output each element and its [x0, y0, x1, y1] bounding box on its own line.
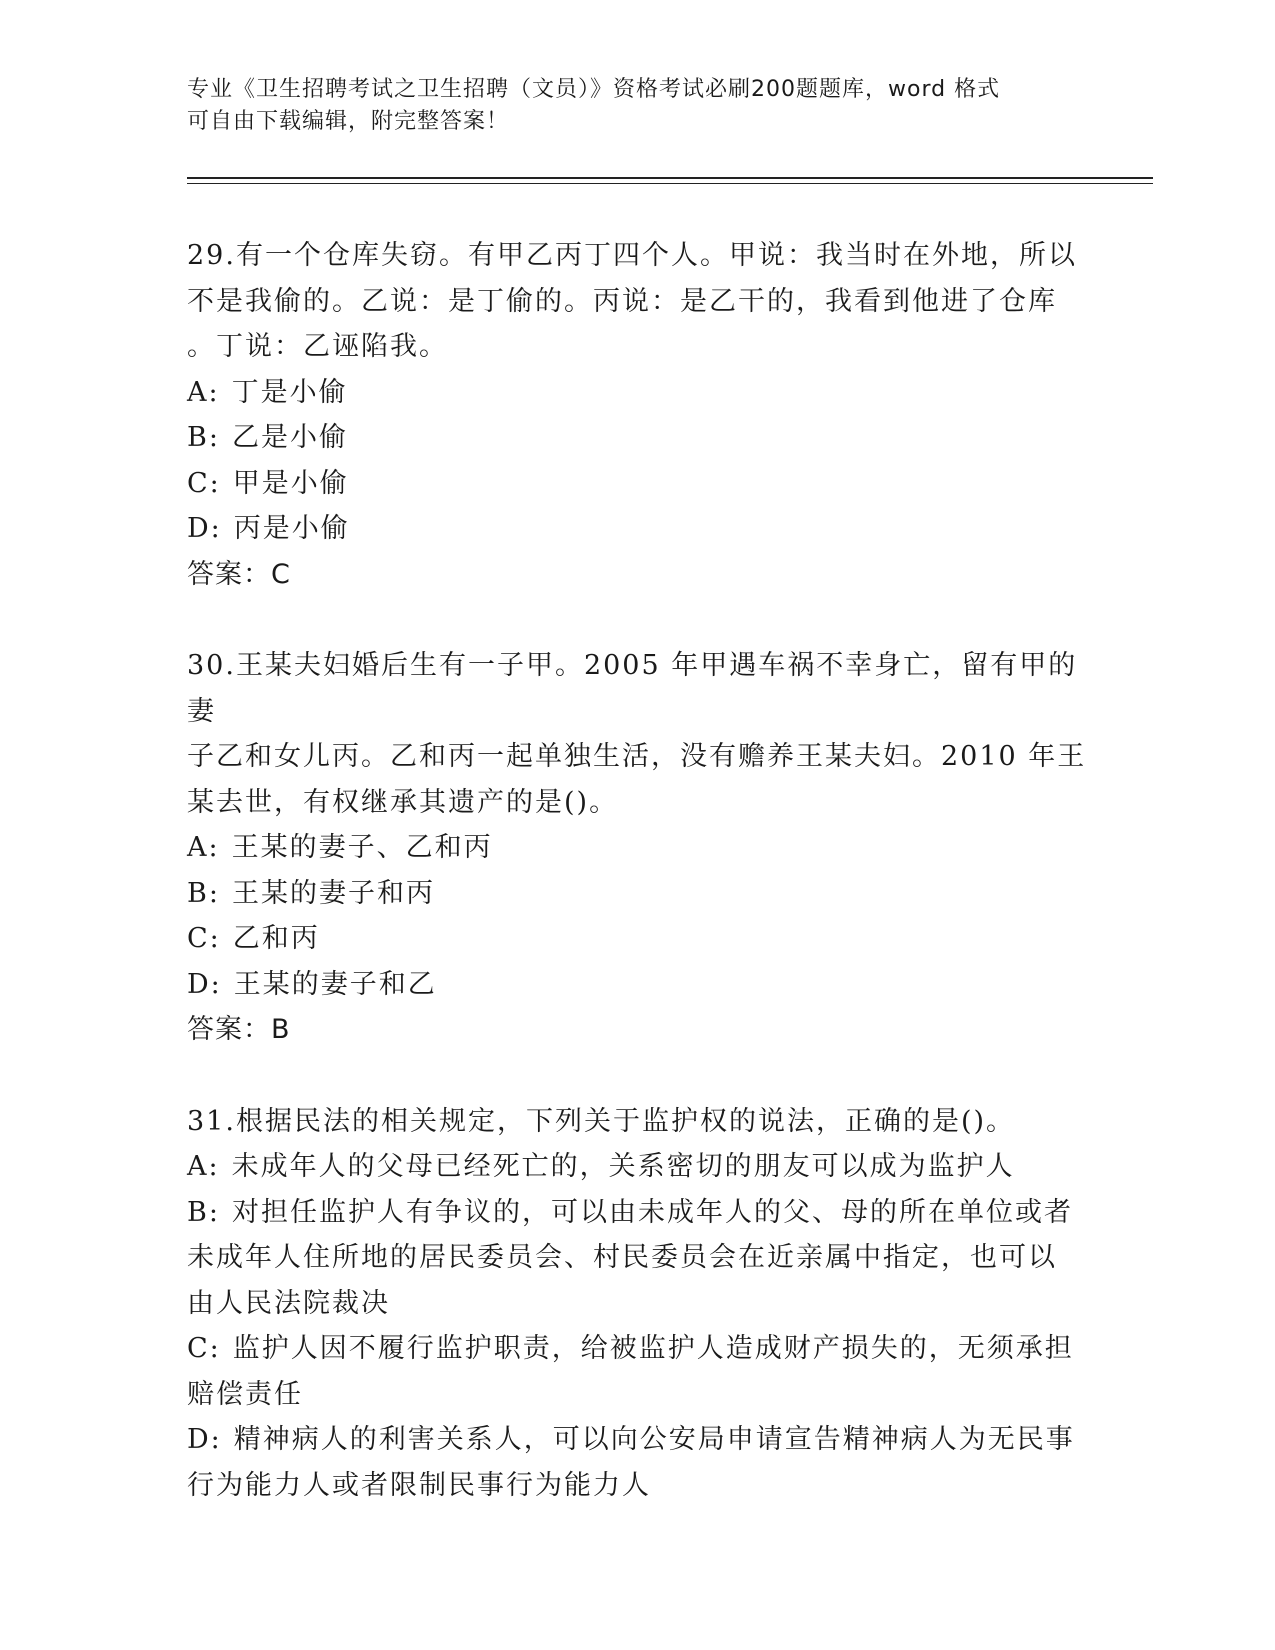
- option-key: A:: [187, 1151, 220, 1182]
- option-key: C:: [187, 467, 221, 499]
- option-b: [187, 1190, 1087, 1236]
- option-c: [187, 461, 1087, 507]
- answer-line: 答案：B: [187, 1014, 291, 1045]
- option-key: B:: [187, 877, 220, 909]
- question-stem-line: 31.根据民法的相关规定，下列关于监护权的说法，正确的是()。: [187, 1105, 1016, 1137]
- option-text: 监护人因不履行监护职责，给被监护人造成财产损失的，无须承担: [232, 1333, 1074, 1364]
- option-key: D:: [187, 1424, 222, 1455]
- option-d-continued: 行为能力人或者限制民事行为能力人: [187, 1469, 651, 1501]
- option-text: 丁是小偷: [231, 376, 348, 408]
- option-a: [187, 1144, 1087, 1190]
- question-29: [187, 233, 1087, 597]
- option-b: [187, 415, 1087, 461]
- question-stem-line: 30.王某夫妇婚后生有一子甲。2005 年甲遇车祸不幸身亡，留有甲的妻: [187, 650, 1078, 727]
- header-divider-thick: [187, 177, 1153, 179]
- option-a: [187, 370, 1087, 416]
- option-text: 对担任监护人有争议的，可以由未成年人的父、母的所在单位或者: [231, 1196, 1073, 1228]
- option-d: [187, 1417, 1087, 1463]
- option-key: D:: [187, 968, 222, 1000]
- question-stem-line: 。丁说：乙诬陷我。: [187, 331, 448, 362]
- question-stem-line: 不是我偷的。乙说：是丁偷的。丙说：是乙干的，我看到他进了仓库: [187, 285, 1057, 317]
- option-d: [187, 962, 1087, 1008]
- option-key: A:: [187, 832, 220, 863]
- question-31: [187, 1099, 1087, 1509]
- option-text: 乙是小偷: [231, 422, 348, 453]
- option-text: 丙是小偷: [233, 513, 350, 544]
- option-key: C:: [187, 1333, 221, 1364]
- option-text: 甲是小偷: [232, 467, 349, 499]
- document-header: [187, 74, 1087, 138]
- question-list: [187, 233, 1087, 1554]
- question-stem-line: 子乙和女儿丙。乙和丙一起单独生活，没有赡养王某夫妇。2010 年王: [187, 741, 1087, 772]
- option-key: B:: [187, 422, 220, 453]
- option-text: 王某的妻子和丙: [231, 877, 435, 909]
- question-stem-line: 某去世，有权继承其遗产的是()。: [187, 786, 619, 818]
- header-divider-thin: [187, 183, 1153, 184]
- option-c: [187, 916, 1087, 962]
- option-b: [187, 871, 1087, 917]
- option-key: C:: [187, 923, 221, 954]
- option-key: B:: [187, 1196, 220, 1228]
- option-b-continued: 未成年人住所地的居民委员会、村民委员会在近亲属中指定，也可以: [187, 1242, 1057, 1273]
- option-a: [187, 825, 1087, 871]
- option-c-continued: 赔偿责任: [187, 1378, 303, 1410]
- option-c: [187, 1326, 1087, 1372]
- option-text: 乙和丙: [232, 923, 320, 954]
- option-key: A:: [187, 376, 220, 408]
- option-text: 精神病人的利害关系人，可以向公安局申请宣告精神病人为无民事: [233, 1424, 1075, 1455]
- option-text: 王某的妻子、乙和丙: [231, 832, 493, 863]
- option-key: D:: [187, 513, 222, 544]
- option-b-continued: 由人民法院裁决: [187, 1287, 390, 1319]
- header-line-1: 专业《卫生招聘考试之卫生招聘（文员）》资格考试必刷200题题库，word 格式: [187, 77, 1001, 102]
- answer-line: 答案：C: [187, 558, 291, 590]
- option-text: 未成年人的父母已经死亡的，关系密切的朋友可以成为监护人: [231, 1151, 1015, 1182]
- question-stem-line: 29.有一个仓库失窃。有甲乙丙丁四个人。甲说：我当时在外地，所以: [187, 240, 1077, 271]
- option-d: [187, 506, 1087, 552]
- header-line-2: 可自由下载编辑，附完整答案！: [187, 109, 510, 134]
- question-30: [187, 643, 1087, 1053]
- option-text: 王某的妻子和乙: [233, 968, 437, 1000]
